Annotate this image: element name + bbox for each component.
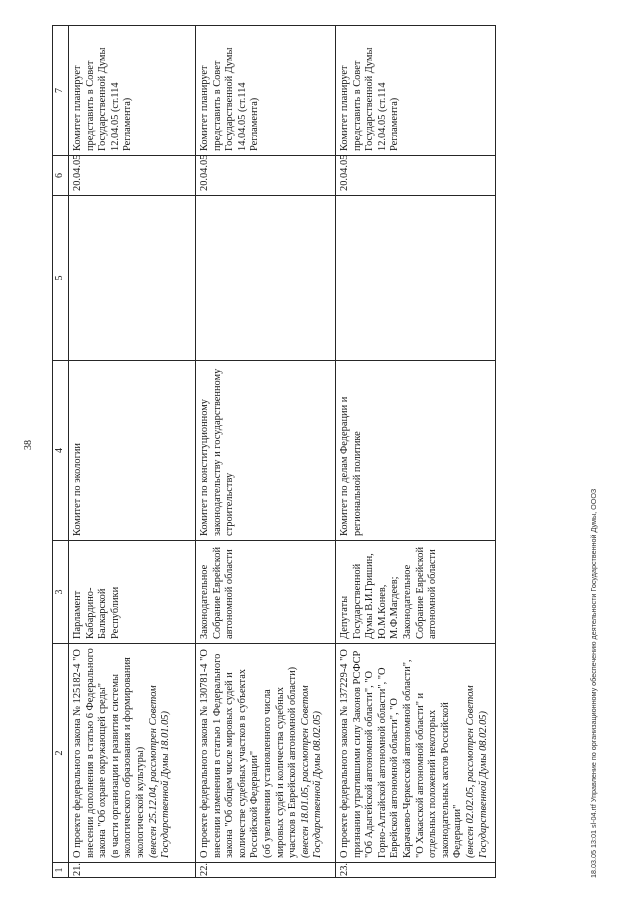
plan-cell: Комитет планирует представить в Совет Государственной Думы 14.04.05 (ст.114 Регламента) <box>196 26 336 156</box>
project-status: (внесен 18.01.05, рассмотрен Советом Государственной Думы 08.02.05) <box>299 685 324 858</box>
initiator-cell: Законодательное Собрание Еврейской автономной области <box>196 541 336 644</box>
project-cell <box>196 644 336 863</box>
table-row <box>196 26 336 878</box>
row-number: 21. <box>69 863 196 878</box>
column-header: 1 <box>53 863 69 878</box>
agenda-table <box>52 25 496 878</box>
column-header: 5 <box>53 196 69 361</box>
project-details: (в части организации и развития системы экологического образования и формирования экологической культуры) <box>109 657 146 858</box>
committee-cell: Комитет по конституционному законодательству и государственному строительству <box>196 361 336 541</box>
date-cell: 20.04.05 <box>69 156 196 196</box>
date-cell: 20.04.05 <box>336 156 496 196</box>
table-header-row <box>53 26 69 878</box>
column-header: 3 <box>53 541 69 644</box>
column-5-cell <box>196 196 336 361</box>
row-number: 22. <box>196 863 336 878</box>
plan-cell: Комитет планирует представить в Совет Государственной Думы 12.04.05 (ст.114 Регламента) <box>69 26 196 156</box>
column-5-cell <box>69 196 196 361</box>
column-header: 2 <box>53 644 69 863</box>
document-footer: 18.03.05 13:01 sl-04.rtf Управление по организационному обеспечению деятельности Государственной Думы, ОООЗ <box>589 488 598 878</box>
plan-cell: Комитет планирует представить в Совет Государственной Думы 12.04.05 (ст.114 Регламента) <box>336 26 496 156</box>
table-row <box>336 26 496 878</box>
initiator-cell: Депутаты Государственной Думы В.И.Гришин, Ю.М.Конев, М.Ф.Магдеев; Законодательное Собрание Еврейской автономной области <box>336 541 496 644</box>
project-title: О проекте федерального закона № 125182-4 "О внесении дополнения в статью 6 Федерального закона "Об охране окружающей среды" <box>72 648 109 858</box>
column-header: 7 <box>53 26 69 156</box>
project-cell <box>336 644 496 863</box>
project-cell <box>69 644 196 863</box>
row-number: 23. <box>336 863 496 878</box>
committee-cell: Комитет по экологии <box>69 361 196 541</box>
date-cell: 20.04.05 <box>196 156 336 196</box>
project-title: О проекте федерального закона № 130781-4 "О внесении изменения в статью 1 Федерального закона "Об общем числе мировых судей и количестве судебных участков в субъектах Российской Федерации" <box>199 649 261 858</box>
committee-cell: Комитет по делам Федерации и региональной политике <box>336 361 496 541</box>
page-number: 38 <box>23 440 34 450</box>
project-title: О проекте федерального закона № 137229-4 "О признании утратившими силу Законов РСФСР "Об Адыгейской автономной области", "О Горно-Алтайской автономной области", "О Еврейской автономной области", "О Карачаево-Черкесской автономной области", "О Хакасской автономной области" и отдельных положений некоторых законодательных актов Российской Федерации" <box>339 649 464 858</box>
project-details: (об увеличении установленного числа мировых судей и количества судебных участков в Еврейской автономной области) <box>261 666 299 858</box>
column-header: 6 <box>53 156 69 196</box>
initiator-cell: Парламент Кабардино-Балкарской Республики <box>69 541 196 644</box>
document-page <box>52 26 617 878</box>
column-header: 4 <box>53 361 69 541</box>
column-5-cell <box>336 196 496 361</box>
project-status: (внесен 25.12.04, рассмотрен Советом Государственной Думы 18.01.05) <box>147 685 172 858</box>
table-row <box>69 26 196 878</box>
project-status: (внесен 02.02.05, рассмотрен Советом Государственной Думы 08.02.05) <box>464 685 489 858</box>
